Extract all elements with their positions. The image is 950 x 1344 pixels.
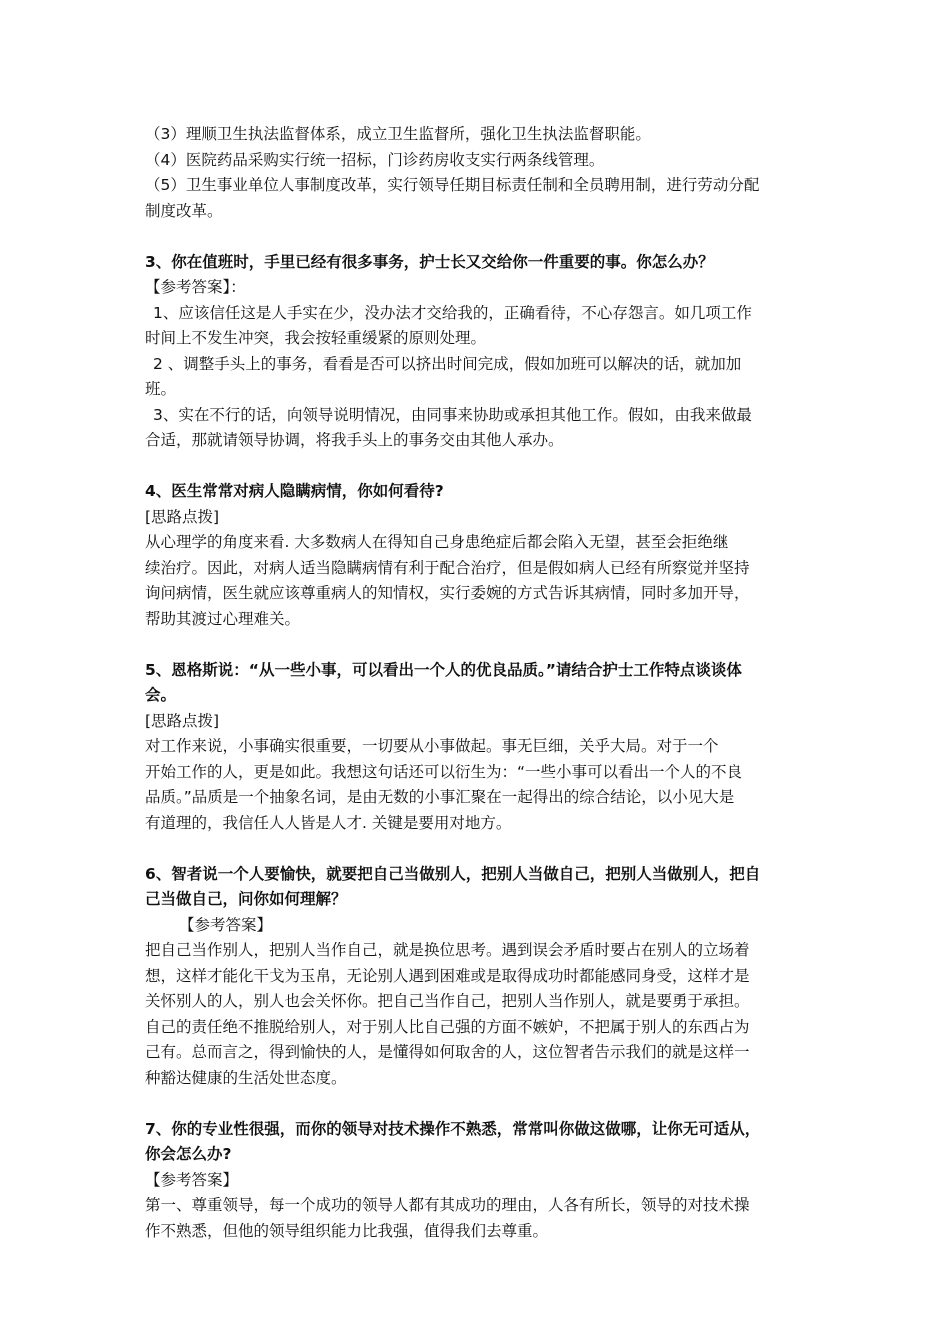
question-7-title: 7、你的专业性很强，而你的领导对技术操作不熟悉，常常叫你做这做哪，让你无可适从， bbox=[145, 1119, 761, 1138]
question-4-section bbox=[145, 479, 810, 632]
hint-line: 续治疗。因此，对病人适当隐瞒病情有利于配合治疗，但是假如病人已经有所察觉并坚持 bbox=[145, 558, 750, 577]
intro-line: （4）医院药品采购实行统一招标，门诊药房收支实行两条线管理。 bbox=[145, 150, 605, 169]
intro-section bbox=[145, 122, 810, 224]
spacer bbox=[145, 836, 810, 862]
hint-line: 有道理的，我信任人人皆是人才. 关键是要用对地方。 bbox=[145, 813, 512, 832]
answer-line: 时间上不发生冲突，我会按轻重缓紧的原则处理。 bbox=[145, 329, 487, 347]
question-7-title: 你会怎么办? bbox=[145, 1145, 232, 1163]
question-5-title: 5、恩格斯说：“从一些小事，可以看出一个人的优良品质。”请结合护士工作特点谈谈体 bbox=[145, 660, 742, 679]
question-6-section bbox=[145, 862, 810, 1092]
answer-label: 【参考答案】 bbox=[145, 1170, 239, 1189]
answer-line: 把自己当作别人，把别人当作自己，就是换位思考。遇到误会矛盾时要占在别人的立场着 bbox=[145, 941, 750, 959]
answer-line: 班。 bbox=[145, 380, 177, 398]
question-3-section bbox=[145, 250, 810, 454]
question-3-title: 3、你在值班时，手里已经有很多事务，护士长又交给你一件重要的事。你怎么办？ bbox=[145, 252, 714, 271]
question-4-title: 4、医生常常对病人隐瞒病情，你如何看待? bbox=[145, 482, 444, 500]
intro-line: 制度改革。 bbox=[145, 201, 223, 220]
hint-line: 品质。”品质是一个抽象名词，是由无数的小事汇聚在一起得出的综合结论，以小见大是 bbox=[145, 788, 735, 806]
intro-line: （5）卫生事业单位人事制度改革，实行领导任期目标责任制和全员聘用制，进行劳动分配 bbox=[145, 176, 760, 194]
answer-line: 合适，那就请领导协调，将我手头上的事务交由其他人承办。 bbox=[145, 431, 564, 449]
spacer bbox=[145, 224, 810, 250]
spacer bbox=[145, 1091, 810, 1117]
answer-line: 3、实在不行的话，向领导说明情况，由同事来协助或承担其他工作。假如，由我来做最 bbox=[153, 405, 752, 424]
hint-label: [思路点拨] bbox=[145, 507, 220, 526]
hint-line: 对工作来说，小事确实很重要，一切要从小事做起。事无巨细，关乎大局。对于一个 bbox=[145, 737, 719, 755]
answer-label: 【参考答案】： bbox=[145, 278, 246, 296]
spacer bbox=[145, 454, 810, 480]
spacer bbox=[145, 632, 810, 658]
answer-line: 第一、尊重领导，每一个成功的领导人都有其成功的理由，人各有所长，领导的对技术操 bbox=[145, 1196, 750, 1214]
answer-label: 【参考答案】 bbox=[179, 915, 273, 934]
answer-line: 2 、调整手头上的事务，看看是否可以挤出时间完成，假如加班可以解决的话，就加加 bbox=[153, 354, 742, 373]
answer-line: 关怀别人的人，别人也会关怀你。把自己当作自己，把别人当作别人，就是要勇于承担。 bbox=[145, 992, 750, 1010]
hint-line: 从心理学的角度来看. 大多数病人在得知自己身患绝症后都会陷入无望，甚至会拒绝继 bbox=[145, 533, 729, 551]
answer-line: 想，这样才能化干戈为玉帛，无论别人遇到困难或是取得成功时都能感同身受，这样才是 bbox=[145, 966, 750, 985]
answer-line: 己有。总而言之，得到愉快的人，是懂得如何取舍的人，这位智者告示我们的就是这样一 bbox=[145, 1043, 750, 1061]
intro-line: （3）理顺卫生执法监督体系，成立卫生监督所，强化卫生执法监督职能。 bbox=[145, 125, 651, 143]
answer-line: 1、应该信任这是人手实在少，没办法才交给我的，正确看待，不心存怨言。如几项工作 bbox=[153, 303, 752, 322]
hint-line: 帮助其渡过心理难关。 bbox=[145, 609, 301, 628]
hint-label: [思路点拨] bbox=[145, 711, 220, 730]
answer-line: 作不熟悉，但他的领导组织能力比我强，值得我们去尊重。 bbox=[145, 1221, 549, 1240]
question-5-section bbox=[145, 658, 810, 837]
hint-line: 开始工作的人，更是如此。我想这句话还可以衍生为：“一些小事可以看出一个人的不良 bbox=[145, 762, 743, 781]
question-7-section bbox=[145, 1117, 810, 1245]
question-6-title: 己当做自己，问你如何理解？ bbox=[145, 890, 347, 908]
answer-line: 种豁达健康的生活处世态度。 bbox=[145, 1068, 347, 1087]
answer-line: 自己的责任绝不推脱给别人，对于别人比自己强的方面不嫉妒，不把属于别人的东西占为 bbox=[145, 1017, 750, 1036]
hint-line: 询问病情，医生就应该尊重病人的知情权，实行委婉的方式告诉其病情，同时多加开导， bbox=[145, 584, 750, 602]
question-5-title: 会。 bbox=[145, 686, 177, 704]
question-6-title: 6、智者说一个人要愉快，就要把自己当做别人，把别人当做自己，把别人当做别人，把自 bbox=[145, 864, 761, 883]
document-body bbox=[145, 122, 810, 1244]
